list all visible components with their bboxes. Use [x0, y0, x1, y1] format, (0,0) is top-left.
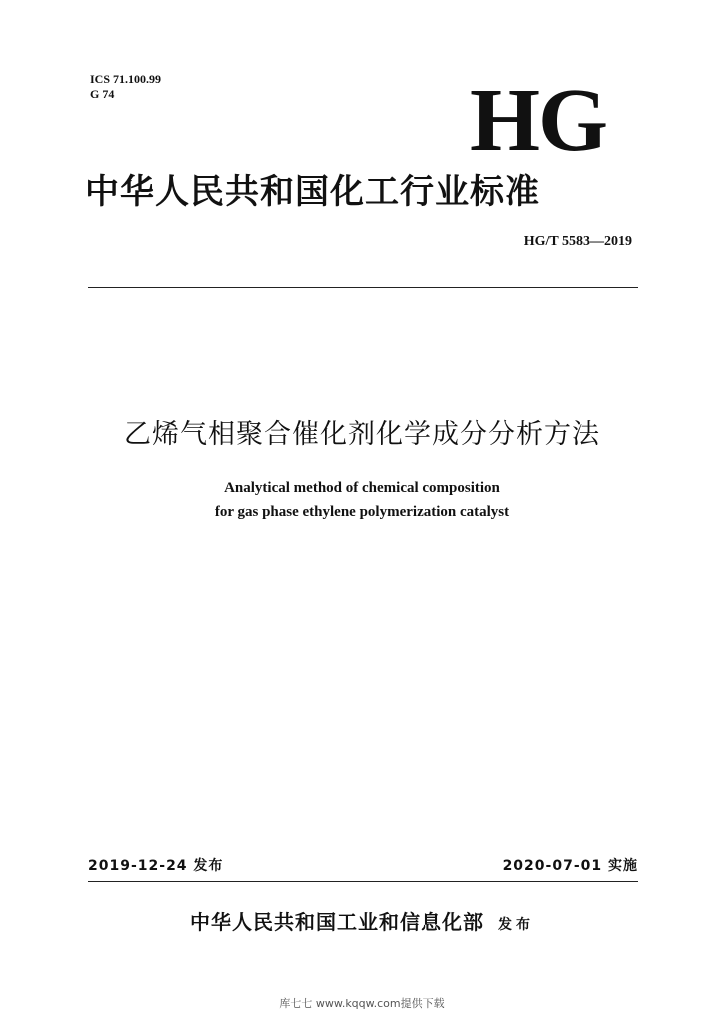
publish-label: 发布	[498, 917, 534, 933]
document-title-en	[0, 476, 724, 524]
document-title-cn: 乙烯气相聚合催化剂化学成分分析方法	[124, 419, 600, 450]
ics-code: ICS 71.100.99	[90, 72, 162, 86]
classification-codes	[90, 72, 161, 102]
ccs-code: G 74	[90, 87, 115, 101]
standard-title: 中华人民共和国化工行业标准	[85, 172, 540, 212]
standard-number: HG/T 5583—2019	[523, 234, 632, 249]
publisher-row	[0, 908, 724, 939]
hg-logo: HG	[470, 71, 607, 170]
issue-date: 2019-12-24 发布	[88, 858, 224, 874]
title-en-line-2: for gas phase ethylene polymerization catalyst	[214, 504, 510, 520]
bottom-divider	[88, 881, 638, 882]
top-divider	[88, 287, 638, 288]
download-watermark: 库七七 www.kqqw.com提供下载	[279, 997, 445, 1010]
effective-date: 2020-07-01 实施	[502, 858, 638, 874]
publisher-name: 中华人民共和国工业和信息化部	[190, 910, 484, 934]
title-en-line-1: Analytical method of chemical composition	[224, 480, 500, 496]
